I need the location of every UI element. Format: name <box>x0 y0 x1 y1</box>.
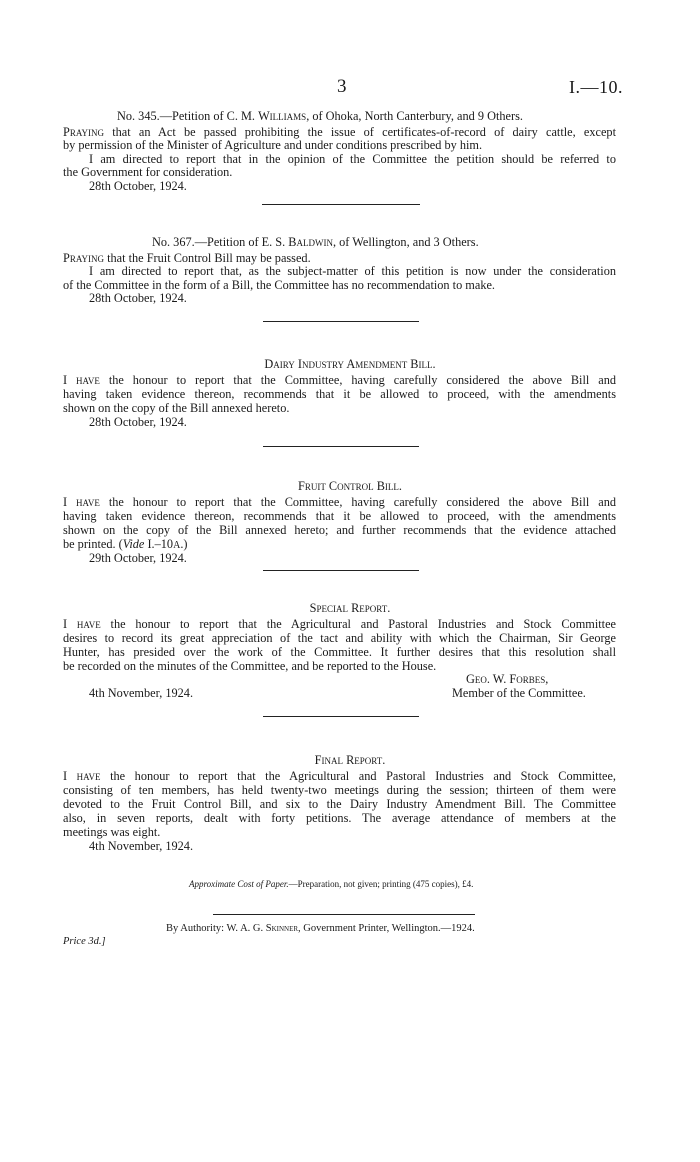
petition-text-line: Praying that the Fruit Control Bill may be passed. <box>63 251 311 265</box>
section-heading: Fruit Control Bill. <box>298 479 402 493</box>
footer-divider <box>213 914 475 915</box>
report-date: 4th November, 1924. <box>89 686 194 700</box>
section-heading: Final Report. <box>314 753 386 767</box>
cost-of-paper-note: Approximate Cost of Paper.—Preparation, not given; printing (475 copies), £4. <box>189 879 474 889</box>
report-text-line: having taken evidence thereon, recommends that it be allowed to proceed, with the amendments <box>63 509 616 523</box>
signer-name: Geo. W. Forbes, <box>466 672 549 686</box>
petition-text-line: I am directed to report that in the opinion of the Committee the petition should be referred to <box>89 152 616 166</box>
petitioner-name: Baldwin <box>288 235 333 249</box>
report-date: 29th October, 1924. <box>89 551 187 565</box>
report-text-line: having taken evidence thereon, recommends that it be allowed to proceed, with the amendments <box>63 387 616 401</box>
report-text-line: shown on the copy of the Bill annexed hereto. <box>63 401 290 415</box>
report-text-line: be printed. (Vide I.–10A.) <box>63 537 188 551</box>
section-heading: Dairy Industry Amendment Bill. <box>264 357 436 371</box>
paper-reference: I.—10. <box>569 77 623 97</box>
petition-text-line: by permission of the Minister of Agriculture and under conditions prescribed by him. <box>63 138 483 152</box>
petition-text-line: of the Committee in the form of a Bill, the Committee has no recommendation to make. <box>63 278 496 292</box>
report-text-line: be recorded on the minutes of the Committee, and be reported to the House. <box>63 659 437 673</box>
section-divider <box>263 570 419 571</box>
petition-date: 28th October, 1924. <box>89 179 187 193</box>
report-text-line: meetings was eight. <box>63 825 161 839</box>
petition-date: 28th October, 1924. <box>89 291 187 305</box>
report-text-line: shown on the copy of the Bill annexed hereto; and further recommends that the evidence attached <box>63 523 616 537</box>
petition-text-line: I am directed to report that, as the subject-matter of this petition is now under the consideration <box>89 264 616 278</box>
petitioner-name: Williams <box>258 109 307 123</box>
petition-text-line: the Government for consideration. <box>63 165 233 179</box>
signer-role: Member of the Committee. <box>452 686 586 700</box>
report-text-line: I have the honour to report that the Committee, having carefully considered the above Bill and <box>63 373 616 387</box>
report-text-line: also, in seven reports, dealt with forty petitions. The average attendance of members at the <box>63 811 616 825</box>
report-date: 28th October, 1924. <box>89 415 187 429</box>
report-text-line: consisting of ten members, has held twenty-two meetings during the session; thirteen of them were <box>63 783 616 797</box>
report-text-line: Hunter, has presided over the work of the Committee. It further desires that this resolution shall <box>63 645 616 659</box>
printer-authority: By Authority: W. A. G. Skinner, Government Printer, Wellington.—1924. <box>166 923 475 934</box>
report-date: 4th November, 1924. <box>89 839 194 853</box>
section-divider <box>263 716 419 717</box>
report-text-line: I have the honour to report that the Agricultural and Pastoral Industries and Stock Committee, <box>63 769 616 783</box>
section-divider <box>263 321 419 322</box>
report-text-line: desires to record its great appreciation of the tact and ability with which the Chairman, Sir George <box>63 631 616 645</box>
petition-title: No. 367.—Petition of E. S. Baldwin, of Wellington, and 3 Others. <box>152 235 479 249</box>
report-text-line: I have the honour to report that the Agricultural and Pastoral Industries and Stock Committee <box>63 617 616 631</box>
price-label: Price 3d.] <box>63 936 106 947</box>
section-heading: Special Report. <box>309 601 391 615</box>
page-number: 3 <box>337 76 347 97</box>
report-text-line: devoted to the Fruit Control Bill, and six to the Dairy Industry Amendment Bill. The Committee <box>63 797 616 811</box>
report-text-line: I have the honour to report that the Committee, having carefully considered the above Bill and <box>63 495 616 509</box>
section-divider <box>263 446 419 447</box>
petition-title: No. 345.—Petition of C. M. Williams, of Ohoka, North Canterbury, and 9 Others. <box>117 109 523 123</box>
petition-text-line: Praying that an Act be passed prohibiting the issue of certificates-of-record of dairy cattle, except <box>63 125 616 139</box>
section-divider <box>262 204 420 205</box>
